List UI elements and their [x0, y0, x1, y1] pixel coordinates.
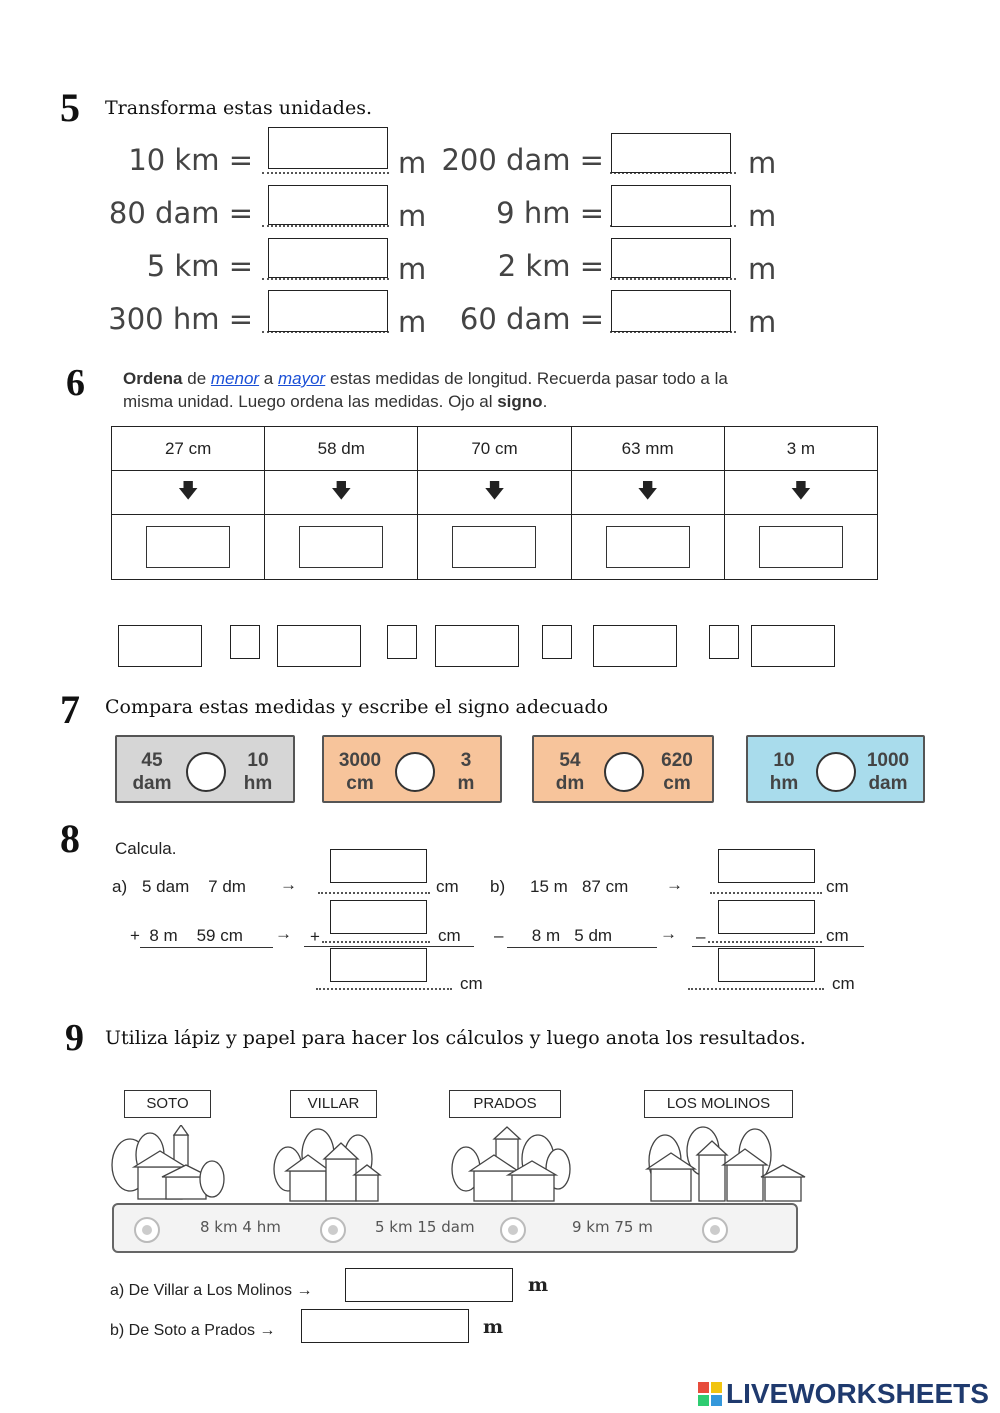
town-label-los-molinos: LOS MOLINOS — [644, 1090, 793, 1118]
table-cell — [418, 515, 571, 580]
converted-answer-box[interactable] — [452, 526, 536, 568]
converted-answer-box[interactable] — [146, 526, 230, 568]
arrow-icon: → — [666, 875, 683, 894]
instruction-text: de — [182, 369, 211, 388]
unit-label: m — [748, 146, 777, 180]
measure-header: 58 dm — [265, 427, 418, 471]
result-line — [304, 946, 474, 947]
right-measure: 10 hm — [243, 750, 273, 794]
right-measure: 620 cm — [661, 750, 693, 794]
answer-box[interactable] — [718, 849, 815, 883]
arrow-down-icon: 🡇 — [418, 471, 571, 515]
order-sign-box[interactable] — [387, 625, 417, 659]
part-b-line2: – 8 m 5 dm — [494, 926, 613, 945]
order-measure-box[interactable] — [751, 625, 835, 667]
plus-sign: + — [310, 927, 320, 946]
answer-box[interactable] — [611, 185, 731, 227]
measure-header: 63 mm — [571, 427, 724, 471]
table-cell — [265, 515, 418, 580]
unit-label: m — [398, 305, 427, 339]
unit-label: m — [483, 1316, 504, 1338]
exercise-7-instruction: Compara estas medidas y escribe el signo adecuado — [105, 696, 609, 718]
answer-box-a[interactable] — [345, 1268, 513, 1302]
logo-icon — [698, 1382, 722, 1406]
instruction-text: misma unidad. Luego ordena las medidas. Ojo al — [123, 392, 498, 411]
town-label-villar: VILLAR — [290, 1090, 377, 1118]
minus-sign: – — [696, 927, 706, 946]
unit-label: m — [528, 1274, 549, 1296]
exercise-8-number: 8 — [60, 816, 80, 861]
order-measure-box[interactable] — [593, 625, 677, 667]
arrow-down-icon: 🡇 — [571, 471, 724, 515]
part-a-label: a) — [112, 877, 128, 896]
sign-circle[interactable] — [395, 752, 435, 792]
answer-box[interactable] — [718, 900, 815, 934]
exercise-5-instruction: Transforma estas unidades. — [105, 97, 372, 119]
question-a: a) De Villar a Los Molinos → — [110, 1282, 313, 1299]
instruction-text: estas medidas de longitud. Recuerda pasar todo a la — [325, 369, 728, 388]
order-measure-box[interactable] — [118, 625, 202, 667]
unit-label: cm — [438, 926, 461, 945]
order-sign-box[interactable] — [709, 625, 739, 659]
answer-box[interactable] — [611, 290, 731, 332]
unit-label: m — [748, 199, 777, 233]
village-icon — [647, 1127, 805, 1201]
converted-answer-box[interactable] — [299, 526, 383, 568]
answer-box[interactable] — [611, 133, 731, 173]
compare-card — [746, 735, 925, 803]
sign-circle[interactable] — [604, 752, 644, 792]
answer-box[interactable] — [330, 948, 427, 982]
exercise-8-title: Calcula. — [115, 839, 177, 858]
compare-card — [532, 735, 714, 803]
arrow-icon: → — [275, 924, 292, 943]
unit-label: cm — [826, 926, 849, 945]
instruction-text: a — [259, 369, 278, 388]
unit-label: cm — [436, 877, 459, 896]
exercise-7-number: 7 — [60, 687, 80, 732]
answer-box[interactable] — [268, 185, 388, 225]
arrow-icon: → — [280, 875, 297, 894]
measure-header: 27 cm — [112, 427, 265, 471]
conversion-label: 10 km = — [128, 143, 253, 177]
question-b: b) De Soto a Prados → — [110, 1322, 276, 1339]
unit-label: cm — [460, 974, 483, 993]
town-label-prados: PRADOS — [449, 1090, 561, 1118]
answer-box-b[interactable] — [301, 1309, 469, 1343]
village-icon — [452, 1127, 570, 1201]
left-measure: 3000 cm — [338, 750, 382, 794]
part-a-line2: + 8 m 59 cm — [130, 926, 243, 945]
measure-header: 3 m — [724, 427, 877, 471]
arrow-icon: → — [660, 924, 677, 943]
stop-icon — [320, 1217, 346, 1243]
unit-label: m — [748, 305, 777, 339]
right-measure: 3 m — [457, 750, 475, 794]
conversion-label: 2 km = — [497, 249, 604, 283]
stop-icon — [500, 1217, 526, 1243]
left-measure: 54 dm — [555, 750, 585, 794]
road-strip — [112, 1203, 798, 1253]
instruction-text: . — [542, 392, 548, 411]
order-measure-box[interactable] — [435, 625, 519, 667]
stop-icon — [134, 1217, 160, 1243]
instruction-bold: Ordena — [123, 369, 183, 388]
exercise-9-instruction: Utiliza lápiz y papel para hacer los cálculos y luego anota los resultados. — [105, 1027, 806, 1049]
distance-label: 5 km 15 dam — [375, 1218, 475, 1236]
unit-label: cm — [832, 974, 855, 993]
villages-illustration — [108, 1125, 808, 1205]
conversion-label: 300 hm = — [108, 302, 253, 336]
sum-line — [140, 947, 273, 948]
measure-header: 70 cm — [418, 427, 571, 471]
right-measure: 1000 dam — [866, 750, 910, 794]
conversion-label: 60 dam = — [459, 302, 604, 336]
result-line — [692, 946, 864, 947]
table-cell — [724, 515, 877, 580]
logo-text: LIVEWORKSHEETS — [726, 1378, 989, 1409]
part-a-line1: 5 dam 7 dm — [142, 877, 246, 896]
instruction-bold: signo — [497, 392, 543, 411]
liveworksheets-logo — [698, 1378, 989, 1410]
unit-label: m — [748, 252, 777, 286]
part-b-label: b) — [490, 877, 506, 896]
village-icon — [274, 1129, 380, 1201]
left-measure: 45 dam — [132, 750, 172, 794]
part-b-line1: 15 m 87 cm — [530, 877, 629, 896]
answer-box[interactable] — [718, 948, 815, 982]
subtraction-line — [507, 947, 657, 948]
arrow-down-icon: 🡇 — [112, 471, 265, 515]
conversion-label: 80 dam = — [108, 196, 253, 230]
answer-box[interactable] — [330, 900, 427, 934]
order-sign-box[interactable] — [230, 625, 260, 659]
table-cell — [571, 515, 724, 580]
conversion-label: 5 km = — [146, 249, 253, 283]
measures-table — [111, 426, 878, 580]
order-sign-box[interactable] — [542, 625, 572, 659]
compare-card — [115, 735, 295, 803]
town-label-soto: SOTO — [124, 1090, 211, 1118]
order-measure-box[interactable] — [277, 625, 361, 667]
menor-link[interactable]: menor — [210, 369, 260, 388]
compare-card — [322, 735, 502, 803]
sign-circle[interactable] — [816, 752, 856, 792]
unit-label: m — [398, 252, 427, 286]
conversion-label: 200 dam = — [441, 143, 604, 177]
exercise-9-number: 9 — [65, 1017, 84, 1059]
table-cell — [112, 515, 265, 580]
converted-answer-box[interactable] — [606, 526, 690, 568]
village-icon — [112, 1125, 224, 1199]
conversion-label: 9 hm = — [496, 196, 604, 230]
unit-label: cm — [826, 877, 849, 896]
mayor-link[interactable]: mayor — [277, 369, 326, 388]
exercise-5-number: 5 — [60, 85, 80, 130]
sign-circle[interactable] — [186, 752, 226, 792]
distance-label: 9 km 75 m — [572, 1218, 653, 1236]
answer-box[interactable] — [611, 238, 731, 278]
left-measure: 10 hm — [769, 750, 799, 794]
exercise-6-number: 6 — [66, 362, 85, 404]
answer-box[interactable] — [268, 127, 388, 169]
answer-box[interactable] — [268, 290, 388, 332]
stop-icon — [702, 1217, 728, 1243]
answer-box[interactable] — [268, 238, 388, 278]
arrow-down-icon: 🡇 — [724, 471, 877, 515]
converted-answer-box[interactable] — [759, 526, 843, 568]
answer-box[interactable] — [330, 849, 427, 883]
unit-label: m — [398, 146, 427, 180]
unit-label: m — [398, 199, 427, 233]
arrow-down-icon: 🡇 — [265, 471, 418, 515]
exercise-6-instruction — [123, 367, 863, 413]
distance-label: 8 km 4 hm — [200, 1218, 281, 1236]
